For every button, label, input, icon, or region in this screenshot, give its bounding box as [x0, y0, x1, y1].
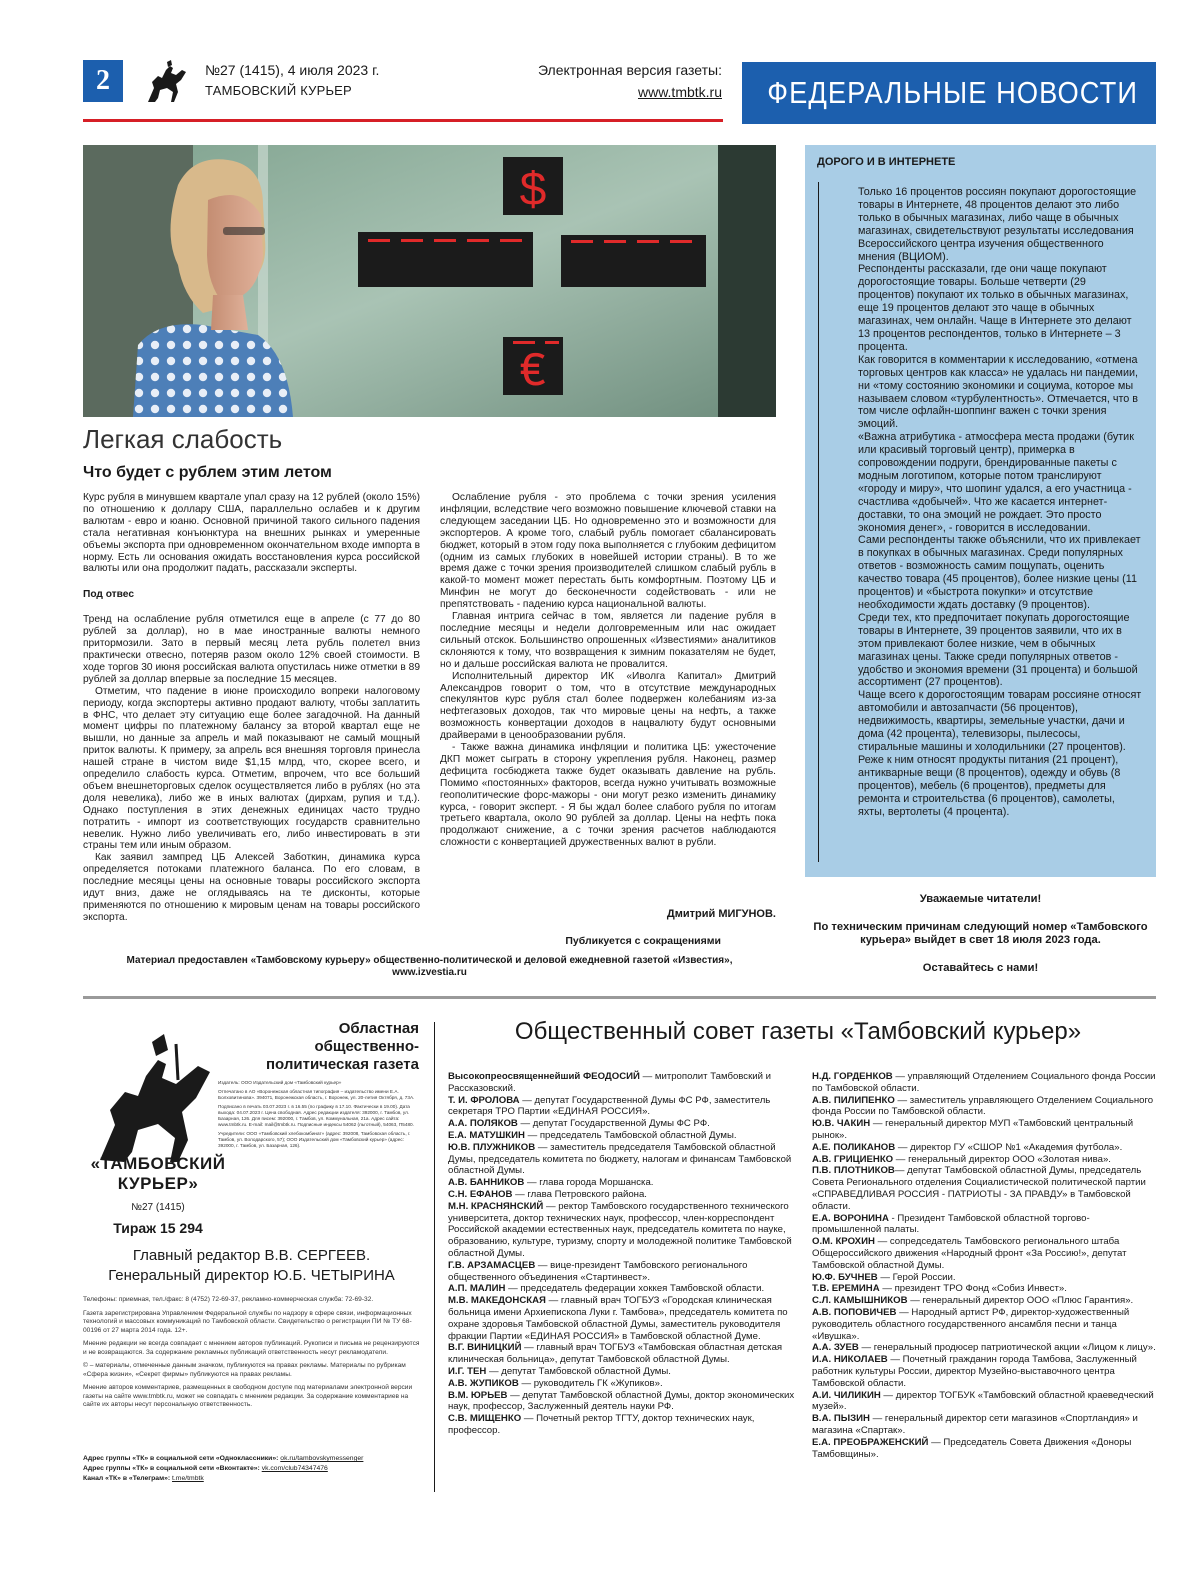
social-link-vk[interactable]: vk.com/club74347476 [261, 1465, 328, 1472]
council-member-role: — депутат Государственной Думы ФС РФ, заместитель секретаря ТРО Партии «ЕДИНАЯ РОССИЯ». [448, 1094, 771, 1118]
council-member-role: — депутат Тамбовской областной Думы. [486, 1365, 671, 1377]
council-member-role: — руководитель ГК «Жупиков». [518, 1377, 663, 1389]
article-paragraph: Как заявил зампред ЦБ Алексей Заботкин, динамика курса определяется потоками платежного баланса. По его словам, в последние месяцы цены на основные товары российского экспорта идут вниз, даже не оглядываясь на те дисконты, которые применяются по отношению к мировым ценам на товары российского экспорта. [83, 852, 420, 923]
council-member [448, 1260, 795, 1284]
council-member [812, 1342, 1156, 1354]
page-number: 2 [83, 60, 123, 102]
board-euro-sign: € [518, 346, 548, 400]
column-divider [434, 1022, 435, 1492]
council-member-name: С.Л. КАМЫШНИКОВ [812, 1295, 908, 1307]
council-member-role: — генеральный директор МУП «Тамбовский центральный рынок». [812, 1118, 1134, 1141]
council-member-name: Высокопреосвященнейший ФЕОДОСИЙ [448, 1071, 640, 1082]
council-member-role: — депутат Государственной Думы ФС РФ. [517, 1118, 710, 1130]
council-member [812, 1295, 1156, 1307]
council-member-name: И.Г. ТЕН [448, 1365, 487, 1377]
article-subheadline: Что будет с рублем этим летом [83, 464, 332, 481]
section-title-banner [742, 62, 1156, 124]
council-member-name: Е.А. МАТУШКИН [448, 1129, 525, 1141]
council-member [448, 1295, 795, 1342]
council-member-name: О.М. КРОХИН [812, 1236, 875, 1248]
council-column-1 [448, 1071, 795, 1437]
council-member [812, 1413, 1156, 1437]
council-member [812, 1354, 1156, 1389]
social-link-telegram[interactable]: t.me/tmbtk [172, 1475, 204, 1482]
social-label: Канал «ТК» в «Телеграм»: [83, 1475, 171, 1482]
council-member [812, 1307, 1156, 1342]
footer-note: Мнение редакции не всегда совпадает с мнением авторов публикаций. Рукописи и письма не рецензируются и не возвращаются. За содержание рекламных публикаций ответственность несут рекламодатели. [83, 1340, 420, 1356]
horse-rider-logo-icon [140, 58, 190, 108]
council-member [812, 1071, 1156, 1095]
notice-body: По техническим причинам следующий номер «Тамбовского курьера» выйдет в свет 18 июля 2023 года. [813, 921, 1148, 946]
sidebar-paragraph: Чаще всего к дорогостоящим товарам россияне относят автомобили и автозапчасти (56 процентов), недвижимость, квартиры, земельные участки, дачи и дома (42 процента), телевизоры, пылесосы, стиральные машины и холодильники (27 процентов). [858, 689, 1142, 753]
social-label: Адрес группы «ТК» в социальной сети «Одноклассники»: [83, 1455, 279, 1462]
council-member [812, 1142, 1156, 1154]
article-column-2 [440, 492, 776, 849]
council-member [812, 1437, 1156, 1461]
council-member [448, 1201, 795, 1260]
council-member-name: Т.В. ЕРЕМИНА [812, 1283, 880, 1295]
council-member-role: — директор ТОГБУК «Тамбовский областной краеведческий музей». [812, 1389, 1154, 1413]
sidebar-paragraph: Сами респонденты также объяснили, что их привлекает в покупках в обычных магазинах. Среди популярных ответов - возможность самим пощупать, оценить качество товара (45 процентов), более низкие цены (11 процентов) и «быстрота покупки» и отсутствие необходимости ждать доставку (9 процентов). [858, 534, 1141, 611]
social-link-ok[interactable]: ok.ru/tambovskymessenger [280, 1455, 364, 1462]
council-member-role: — директор ГУ «СШОР №1 «Академия футбола». [895, 1141, 1123, 1153]
council-member-name: Ю.В. ЧАКИН [812, 1118, 871, 1130]
council-member-name: М.Н. КРАСНЯНСКИЙ [448, 1200, 544, 1212]
electronic-version-label: Электронная версия газеты: [537, 62, 722, 78]
published-note: Публикуется с сокращениями [565, 935, 721, 947]
council-member [812, 1213, 1156, 1237]
council-member-role: — генеральный директор ООО «Золотая нива». [893, 1153, 1111, 1165]
sidebar-paragraph: Только 16 процентов россиян покупают дорогостоящие товары в Интернете, 48 процентов делают это либо только в обычных магазинах, либо чаще в обычных магазинах, свидетельствуют результаты исследования Всероссийского центра изучения общественного мнения (ВЦИОМ). [858, 186, 1137, 263]
council-member-role: — Народный артист РФ, директор-художественный руководитель областного государственного ансамбля песни и танца «Ивушка». [812, 1306, 1130, 1342]
council-member-name: А.В. ПОПОВИЧЕВ [812, 1306, 897, 1318]
issue-line: №27 (1415), 4 июля 2023 г. [205, 62, 380, 78]
paper-name: ТАМБОВСКИЙ КУРЬЕР [205, 83, 352, 98]
council-member [812, 1283, 1156, 1295]
council-member-role: — Почетный гражданин города Тамбова, Заслуженный работник культуры России, директор Музейно-выставочного центра Тамбовской области. [812, 1354, 1137, 1389]
sidebar-paragraph: Респонденты рассказали, где они чаще покупают дорогостоящие товары. Больше четверти (29 процентов) покупают их только в обычных магазинах, еще 19 процентов делают это чаще в обычных магазинах, чем онлайн. Чаще в Интернете это делают 13 процентов респондентов, только в Интернете – 3 процента. [858, 263, 1132, 353]
council-member-name: Н.Д. ГОРДЕНКОВ [812, 1071, 893, 1082]
council-member-role: — президент ТРО Фонд «Собиз Инвест». [879, 1283, 1067, 1295]
sidebar-paragraph: Как говорится в комментарии к исследованию, «отмена торговых центров как класса» не удалась ни пандемии, ни «тому состоянию экономики и социума, которое мы называем словом «турбулентность». Отмечается, что в том числе офлайн-шоппинг важен с точки зрения эмоций. [858, 353, 1139, 431]
council-member [448, 1366, 795, 1378]
article-author: Дмитрий МИГУНОВ. [666, 908, 776, 920]
council-member-role: — сопредседатель Тамбовского регионального штаба Общероссийского движения «Народный фронт «За Россию!», депутат Тамбовской областной Думы. [812, 1236, 1127, 1271]
sidebar-rule [818, 182, 819, 862]
article-paragraph: - Также важна динамика инфляции и политика ЦБ: ужесточение ДКП может сыграть в сторону укрепления рубля. Наконец, размер дефицита госбюджета также будет оказывать давление на рубль. Помимо «постоянных» факторов, всегда нужно учитывать возможные геополитические форс-мажоры - они могут резко изменить динамику курса, - говорит эксперт. - Я бы ждал более слабого рубля по итогам третьего квартала, около 90 рублей за доллар. Цены на нефть пока продолжают снижение, а с точки зрения расчетов наблюдаются сложности с конвертацией дружественных валют в рубли. [440, 742, 776, 849]
council-member [448, 1095, 795, 1119]
footer-note: Газета зарегистрирована Управлением Федеральной службы по надзору в сфере связи, информационных технологий и массовых коммуникаций по Тамбовской области. Свидетельство о регистрации ПИ № ТУ 68-00196 от 27 марта 2014 года. 12+. [83, 1309, 412, 1334]
imprint [218, 1080, 420, 1152]
article-paragraph: Главная интрига сейчас в том, является ли падение рубля в последние месяцы и недели долговременным или нас ожидает сильный отскок. Большинство опрошенных «Известиями» аналитиков склоняются к тому, что возвращения к зимним показателям не будет, но и дальше российская валюта не провалится. [440, 611, 776, 670]
council-member-name: А.В. ПИЛИПЕНКО [812, 1094, 895, 1106]
sidebar-text [858, 186, 1143, 818]
council-member [812, 1165, 1156, 1212]
council-member-name: Е.А. ПРЕОБРАЖЕНСКИЙ [812, 1436, 929, 1448]
council-member-name: В.М. ЮРЬЕВ [448, 1389, 508, 1401]
council-member-role: — заместитель председателя Тамбовской областной Думы, председатель комитета по бюджету, налогам и финансам Тамбовской областной Думы. [448, 1141, 792, 1177]
council-member-name: Ю.Ф. БУЧНЕВ [812, 1271, 878, 1283]
council-member-role: — глава города Моршанска. [524, 1177, 654, 1189]
council-member [448, 1189, 795, 1201]
article-photo [83, 145, 776, 417]
council-member-name: И.А. НИКОЛАЕВ [812, 1354, 888, 1366]
council-member-role: — заместитель управляющего Отделением Социального фонда России по Тамбовской области. [812, 1094, 1154, 1118]
phones: Телефоны: приемная, тел./факс: 8 (4752) 72-69-37, рекламно-коммерческая служба: 72-69-32. [83, 1296, 374, 1303]
council-member-name: В.А. ПЫЗИН [812, 1413, 870, 1425]
masthead-title-line-1: «ТАМБОВСКИЙ [90, 1154, 226, 1173]
footer-note: Мнение авторов комментариев, размещенных в свободном доступе под материалами электронной версии газеты на сайте www.tmbtk.ru, может не совпадать с мнением редакции. За содержание комментариев на сайте их авторы несут персональную ответственность. [83, 1384, 413, 1408]
imprint-line: Подписано в печать 03.07.2023 г. в 16.55 (по графику в 17.10. Фактически в 19.00). Дата выхода: 04.07.2023 г. Цена свободная. Адрес редакции издателя: 392000, г. Тамбов, ул. Базарная, 126. Для писем: 392000, г. Тамбов, ул. Коммунальная, 21а. Адрес сайта: www.tmbtk.ru. E-mail: mail@tmbtk.ru. Подписные индексы 54062 (льготный), 54063, П5480. [218, 1104, 414, 1127]
paper-kind: Областная общественно-политическая газета [266, 1020, 419, 1073]
masthead-issue: №27 (1415) [131, 1202, 185, 1213]
council-member-name: А.П. МАЛИН [448, 1283, 506, 1295]
electronic-version-link[interactable]: www.tmbtk.ru [637, 84, 722, 100]
council-member-role: — депутат Тамбовской областной Думы, доктор экономических наук, профессор, Заслуженный деятель науки РФ. [448, 1389, 795, 1413]
council-member [812, 1390, 1156, 1414]
council-member [812, 1236, 1156, 1271]
council-member-role: — Почетный ректор ТГТУ, доктор технических наук, профессор. [448, 1413, 755, 1436]
circulation: Тираж 15 294 [113, 1220, 203, 1236]
social-label: Адрес группы «ТК» в социальной сети «Вконтакте»: [83, 1465, 260, 1472]
council-member-role: — генеральный продюсер патриотической акции «Лицом к лицу». [858, 1342, 1156, 1354]
council-member-role: — вице-президент Тамбовского регионального общественного объединения «Стартинвест». [448, 1259, 748, 1283]
council-member [448, 1390, 795, 1414]
source-note [83, 955, 776, 979]
council-member [448, 1142, 795, 1177]
council-member-name: А.Е. ПОЛИКАНОВ [812, 1141, 896, 1153]
imprint-line: Учредители: ООО «Тамбовский хлебокомбинат» (адрес: 392008, Тамбовская область, г. Тамбов, ул. Володарского, 57); ООО Издательский дом «Тамбовский курьер» (адрес: 392000, г. Тамбов, ул. Базарная, 126). [218, 1131, 411, 1148]
sidebar-paragraph: «Важна атрибутика - атмосфера места продажи (бутик или красивый торговый центр), примерка в сопровождении подруги, брендированные пакеты с модным логотипом, которые потом транслируют «городу и миру», что шопинг удался, а его участница - счастлива «добычей». Что же касается интернет-доставки, то она эмоций не рождает. Это просто экономия денег», - говорится в исследовании. [858, 431, 1134, 534]
council-member [448, 1177, 795, 1189]
council-member-name: А.И. ЧИЛИКИН [812, 1389, 881, 1401]
imprint-line: Отпечатано в АО «Воронежская областная типография – издательство имени Е.А. Болховитинова». 394071, Воронежская область, г. Воронеж, ул. 20-летия Октября, д. 73А. [218, 1089, 415, 1100]
council-member-role: — Герой России. [877, 1271, 956, 1283]
council-member-name: М.В. МАКЕДОНСКАЯ [448, 1295, 546, 1307]
footer-notes [83, 1296, 420, 1415]
council-member-name: А.А. ПОЛЯКОВ [448, 1118, 518, 1130]
council-member [812, 1095, 1156, 1119]
article-paragraph: Отметим, что падение в июне происходило вопреки налоговому периоду, когда экспортеры активно продают валюту, чтобы заплатить в ФНС, что делает эту ситуацию еще более загадочной. На данный момент цифры по платежному балансу за второй квартал еще не вышли, но данные за апрель и май показывают не самый мощный приток валюты. К примеру, за апрель вся внешняя торговля принесла нашей стране в чистом виде $1,15 млрд, что, скорее всего, и определило слабость курса. Отметим, впрочем, что все больший объем внешнеторговых сделок осуществляется либо в рублях (но эта доля невелика), либо же в иных валютах (дирхам, рупия и т.д.). Однако поступления в этих денежных единицах часто трудно потратить - импорт из соответствующих государств сравнительно невелик. Нужно либо увеличивать его, либо инвестировать в эти страны тем или иным образом. [83, 685, 420, 852]
council-member-role: — главный врач ТОГБУЗ «Тамбовская областная детская клиническая больница», депутат Тамбовской областной Думы. [448, 1342, 783, 1366]
horse-rider-emblem-icon [80, 1020, 230, 1170]
council-member-name: А.В. ЖУПИКОВ [448, 1377, 519, 1389]
council-member [448, 1378, 795, 1390]
council-member-role: — ректор Тамбовского государственного технического университета, доктор технических наук, профессор, член-корреспондент Российской академии естественных наук, председатель комитета по науке, образованию, культуре, туризму, спорту и молодежной политике Тамбовской областной Думы. [448, 1200, 792, 1259]
council-member-role: — митрополит Тамбовский и Рассказовский. [448, 1071, 772, 1094]
council-member-name: С.В. МИЩЕНКО [448, 1413, 522, 1425]
board-dollar-sign: $ [518, 166, 548, 220]
source-link[interactable]: www.izvestia.ru [392, 967, 467, 978]
council-member-name: В.Г. ВИНИЦКИЙ [448, 1342, 522, 1354]
general-director: Генеральный директор Ю.Б. ЧЕТЫРИНА [108, 1267, 395, 1284]
footer-note: © – материалы, отмеченные данным значком, публикуются на правах рекламы. Материалы по рубрикам «Сфера жизни», «Секрет фирмы» публикуются на правах рекламы. [83, 1362, 406, 1378]
source-note-text: Материал предоставлен «Тамбовскому курьеру» общественно-политической и деловой ежедневной газетой «Известия», [126, 955, 733, 966]
council-member [448, 1118, 795, 1130]
article-lead: Курс рубля в минувшем квартале упал сразу на 12 рублей (около 15%) по отношению к доллару США, параллельно ослабев и к другим валютам - евро и юаню. Основной причиной такого сильного падения стала негативная конъюнктура на внешних рынках и умеренные объемы экспорта при одновременном окончательном входе импорта в норму. Есть ли основания ожидать восстановления курса российской валюты или она продолжит падать, рассказали эксперты. [83, 492, 420, 575]
council-member [812, 1272, 1156, 1284]
council-member-name: С.Н. ЕФАНОВ [448, 1188, 513, 1200]
council-member [448, 1413, 795, 1437]
readers-notice [805, 893, 1156, 990]
council-member-role: — председатель Тамбовской областной Думы. [524, 1129, 737, 1141]
council-member-role: — управляющий Отделением Социального фонда России по Тамбовской области. [812, 1071, 1156, 1094]
chief-editor: Главный редактор В.В. СЕРГЕЕВ. [132, 1247, 371, 1264]
sidebar-paragraph: Реже к ним относят продукты питания (21 процент), антикварные вещи (8 процентов), одежду и обувь (8 процентов), мебель (6 процентов), предметы для ремонта и строительства (6 процентов), самолеты, яхты, вертолеты (4 процента). [858, 753, 1121, 818]
council-member-name: А.А. ЗУЕВ [812, 1342, 859, 1354]
council-member-role: — глава Петровского района. [512, 1188, 647, 1200]
article-paragraph: Ослабление рубля - это проблема с точки зрения усиления инфляции, вследствие чего возможно повышение ключевой ставки на следующем заседании ЦБ. Но одновременно это и возможности для экспортеров. А кроме того, слабый рубль помогает сбалансировать бюджет, который в этом году пока выполняется с глубоким дефицитом (одним из самых глубоких в новейшей истории страны). В то же время даже с точки зрения производителей слишком слабый рубль в какой-то момент может перестать быть комфортным. Поэтому ЦБ и Минфин не могут до бесконечности содействовать - или не препятствовать - падению курса национальной валюты. [440, 492, 776, 611]
council-member [448, 1071, 795, 1095]
council-member-role: — генеральный директор сети магазинов «Спортландия» и магазина «Спартак». [812, 1413, 1138, 1436]
article-paragraph: Исполнительный директор ИК «Иволга Капитал» Дмитрий Александров говорит о том, что в отсутствие международных спекулянтов курс рубля стал более подвержен колебаниям из-за нефтегазовых доходов, так что мировые цены на нефть, а также возможность конвертации доходов в нацвалюту будут основными драйверами в ценообразовании рубля. [440, 670, 776, 742]
notice-closing: Оставайтесь с нами! [922, 962, 1039, 974]
sidebar-title: ДОРОГО И В ИНТЕРНЕТЕ [817, 156, 956, 168]
council-member-role: — депутат Тамбовской областной Думы, председатель Совета Регионального отделения Социалистической политической партии «СПРАВЕДЛИВАЯ РОССИЯ - ПАТРИОТЫ - ЗА ПРАВДУ» в Тамбовской области. [812, 1165, 1146, 1212]
sidebar-paragraph: Среди тех, кто предпочитает покупать дорогостоящие товары в Интернете, 39 процентов заявили, что их в этом привлекают более низкие, чем в обычных магазинах цены. Также среди популярных ответов - удобство и экономия времени (31 процента) и большой ассортимент (27 процентов). [858, 611, 1138, 689]
council-member [812, 1154, 1156, 1166]
article-subheading: Под отвес [83, 589, 134, 601]
council-member-name: Г.В. АРЗАМАСЦЕВ [448, 1259, 536, 1271]
imprint-line: Издатель: ООО Издательский дом «Тамбовский курьер» [218, 1080, 342, 1085]
council-member [448, 1342, 795, 1366]
article-column-1 [83, 492, 420, 924]
council-member [448, 1283, 795, 1295]
council-member [448, 1130, 795, 1142]
council-member-name: Т. И. ФРОЛОВА [448, 1094, 520, 1106]
council-member-name: А.В. ГРИЦИЕНКО [812, 1153, 894, 1165]
council-member-name: П.В. ПЛОТНИКОВ [812, 1165, 895, 1177]
council-column-2 [812, 1071, 1156, 1460]
council-member-name: Ю.В. ПЛУЖНИКОВ [448, 1141, 536, 1153]
council-member [812, 1118, 1156, 1142]
masthead-title [83, 1154, 233, 1194]
council-member-role: - Президент Тамбовской областной торгово-промышленной палаты. [812, 1212, 1090, 1236]
social-links [83, 1454, 420, 1484]
article-paragraph: Тренд на ослабление рубля отметился еще в апреле (с 77 до 80 рублей за доллар), но в мае иностранные валюты немного притормозили. Зато в первый месяц лета рубль полетел вниз практически отвесно, потеряв разом около 12% своей стоимости. В ходе торгов 30 июня российская валюта опустилась ниже отметки в 89 рублей за доллар впервые за последние 15 месяцев. [83, 614, 420, 685]
editors [83, 1246, 420, 1286]
council-member-role: — Председатель Совета Движения «Доноры Тамбовщины». [812, 1436, 1132, 1460]
council-member-role: — главный врач ТОГБУЗ «Городская клиническая больница имени Архиепископа Луки г. Тамбова», председатель комитета по охране здоровья Тамбовской областной Думы, заместитель руководителя фракции Партии «ЕДИНАЯ РОССИЯ» в Тамбовской областной Думе. [448, 1295, 788, 1342]
section-title: ФЕДЕРАЛЬНЫЕ НОВОСТИ [767, 75, 1139, 110]
article-headline: Легкая слабость [83, 424, 283, 454]
masthead-title-line-2: КУРЬЕР» [117, 1174, 199, 1193]
section-divider [83, 996, 1156, 999]
council-title: Общественный совет газеты «Тамбовский курьер» [514, 1018, 1082, 1045]
council-member-role: — председатель федерации хоккея Тамбовской области. [505, 1283, 765, 1295]
council-member-name: Е.А. ВОРОНИНА [812, 1212, 889, 1224]
council-member-name: А.В. БАННИКОВ [448, 1177, 525, 1189]
header-red-rule [83, 119, 723, 122]
notice-greeting: Уважаемые читатели! [919, 893, 1042, 905]
council-member-role: — генеральный директор ООО «Плюс Гарантия». [907, 1295, 1134, 1307]
